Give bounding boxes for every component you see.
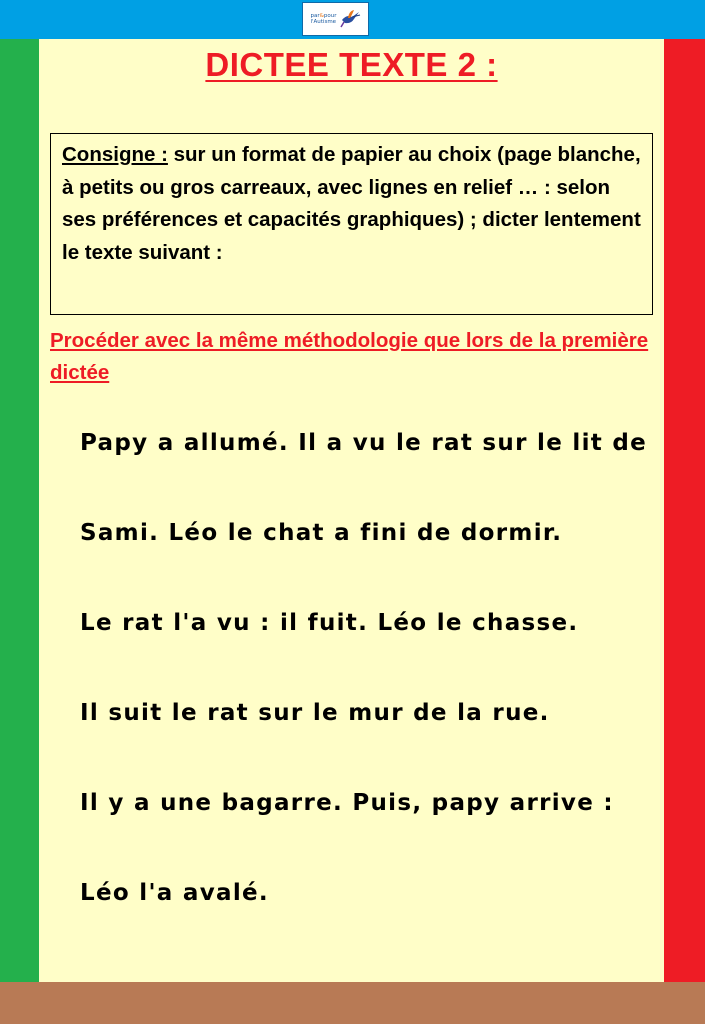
dictation-line: Sami. Léo le chat a fini de dormir.: [80, 520, 563, 546]
logo: [302, 2, 369, 36]
dictation-line: Papy a allumé. Il a vu le rat sur le lit de: [80, 430, 648, 456]
logo-word-autisme: l'Autisme: [310, 19, 337, 25]
dictation-line: Il suit le rat sur le mur de la rue.: [80, 700, 550, 726]
left-green-stripe: [0, 39, 39, 982]
dictation-line: Il y a une bagarre. Puis, papy arrive :: [80, 790, 614, 816]
logo-word-par: par: [310, 13, 320, 19]
bottom-bar: [0, 982, 705, 1024]
dictation-text: [80, 425, 660, 965]
logo-word-pour: pour: [323, 13, 337, 19]
right-red-stripe: [664, 39, 705, 982]
page-title: DICTEE TEXTE 2 :: [205, 46, 498, 83]
instruction-label: Consigne :: [62, 143, 168, 166]
logo-text: [310, 13, 336, 25]
logo-ampersand: &: [319, 13, 324, 19]
instruction-box: [50, 133, 653, 315]
hummingbird-icon: [339, 8, 361, 30]
dictation-line: Le rat l'a vu : il fuit. Léo le chasse.: [80, 610, 579, 636]
method-note: Procéder avec la même méthodologie que lors de la première dictée: [50, 329, 649, 384]
dictation-line: Léo l'a avalé.: [80, 880, 269, 906]
top-bar: [0, 0, 705, 39]
instruction-text: sur un format de papier au choix (page blanche, à petits ou gros carreaux, avec lignes en relief … : selon ses préférences et capacités graphiques) ; dicter lentement le texte suivant :: [62, 143, 641, 264]
